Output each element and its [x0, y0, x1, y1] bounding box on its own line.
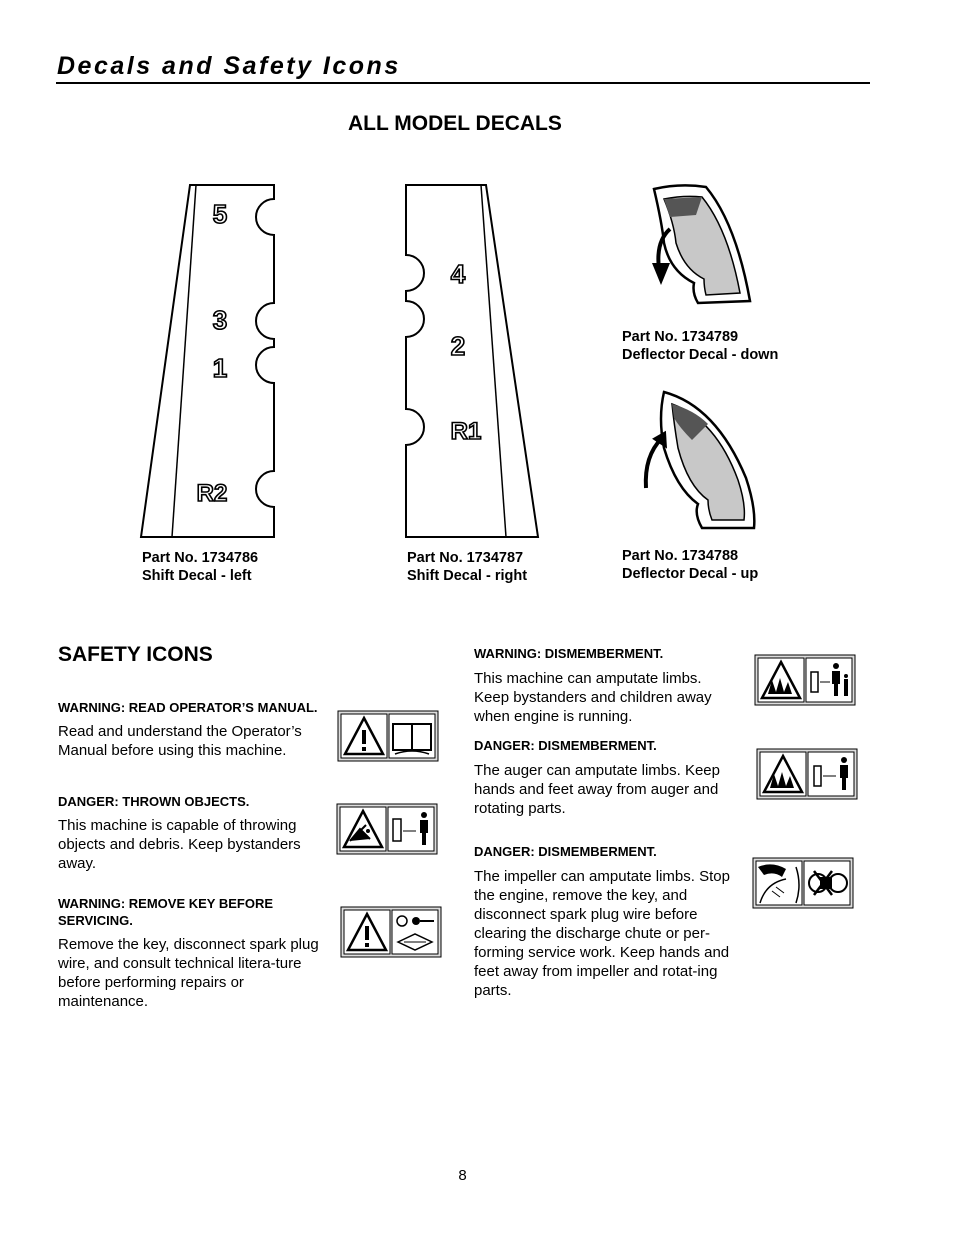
dismemberment-impeller-icon	[752, 857, 854, 909]
dismemberment-bystanders-icon	[754, 654, 856, 706]
deflector-decal-up	[636, 388, 758, 532]
dismemberment-auger-icon	[756, 748, 858, 800]
safety-item-text: The impeller can amputate limbs. Stop the engine, remove the key, and disconnect spark plug wire before clearing the discharge chute or per-forming service work. Keep hands and feet away from impeller and rotat-ing parts.	[474, 868, 730, 999]
deflector-up-name: Deflector Decal - up	[622, 566, 759, 582]
deflector-decal-down	[640, 183, 755, 308]
safety-item-text: The auger can amputate limbs. Keep hands and feet away from auger and rotating parts.	[474, 762, 720, 817]
safety-heading: SAFETY ICONS	[58, 643, 213, 666]
gear-1: 1	[212, 353, 228, 383]
shift-left-name: Shift Decal - left	[142, 568, 252, 584]
safety-item-read-manual	[58, 699, 320, 760]
shift-left-part: Part No. 1734786	[142, 550, 259, 566]
shift-right-part: Part No. 1734787	[407, 550, 524, 566]
gear-4: 4	[450, 259, 466, 289]
shift-right-caption	[407, 549, 527, 585]
safety-item-dismemberment-auger	[474, 737, 744, 818]
gear-5: 5	[212, 199, 228, 229]
safety-item-title: DANGER: DISMEMBERMENT.	[474, 844, 657, 859]
deflector-up-part: Part No. 1734788	[622, 548, 739, 564]
deflector-down-caption	[622, 328, 778, 364]
thrown-objects-icon	[336, 803, 438, 855]
page-title: Decals and Safety Icons	[57, 52, 401, 80]
gear-r1: R1	[450, 418, 482, 445]
deflector-up-caption	[622, 547, 758, 583]
safety-item-title: DANGER: THROWN OBJECTS.	[58, 794, 250, 809]
safety-item-text: Read and understand the Operator’s Manual before using this machine.	[58, 723, 302, 759]
gear-2: 2	[450, 331, 466, 361]
safety-item-title: WARNING: READ OPERATOR’S MANUAL.	[58, 700, 318, 715]
gear-3: 3	[212, 305, 228, 335]
gear-r2: R2	[196, 480, 228, 507]
safety-item-text: Remove the key, disconnect spark plug wire, and consult technical litera-ture before performing repairs or maintenance.	[58, 936, 319, 1010]
title-divider	[56, 82, 870, 84]
safety-item-text: This machine can amputate limbs. Keep bystanders and children away when engine is running.	[474, 670, 712, 725]
shift-left-caption	[142, 549, 258, 585]
read-manual-icon	[337, 710, 439, 762]
shift-right-name: Shift Decal - right	[407, 568, 528, 584]
page-number: 8	[458, 1167, 467, 1184]
safety-item-title: WARNING: REMOVE KEY BEFORE SERVICING.	[58, 896, 274, 928]
safety-item-remove-key	[58, 895, 320, 1011]
safety-item-dismemberment-bystanders	[474, 645, 736, 726]
safety-item-thrown-objects	[58, 793, 320, 873]
safety-item-text: This machine is capable of throwing objects and debris. Keep bystanders away.	[58, 817, 301, 872]
deflector-down-name: Deflector Decal - down	[622, 347, 779, 363]
deflector-down-part: Part No. 1734789	[622, 329, 739, 345]
shift-decal-left	[138, 183, 278, 541]
safety-item-title: DANGER: DISMEMBERMENT.	[474, 738, 657, 753]
shift-decal-right	[402, 183, 542, 541]
remove-key-icon	[340, 906, 442, 958]
safety-item-title: WARNING: DISMEMBERMENT.	[474, 646, 664, 661]
safety-item-dismemberment-impeller	[474, 843, 744, 1000]
decals-heading: ALL MODEL DECALS	[348, 112, 562, 135]
